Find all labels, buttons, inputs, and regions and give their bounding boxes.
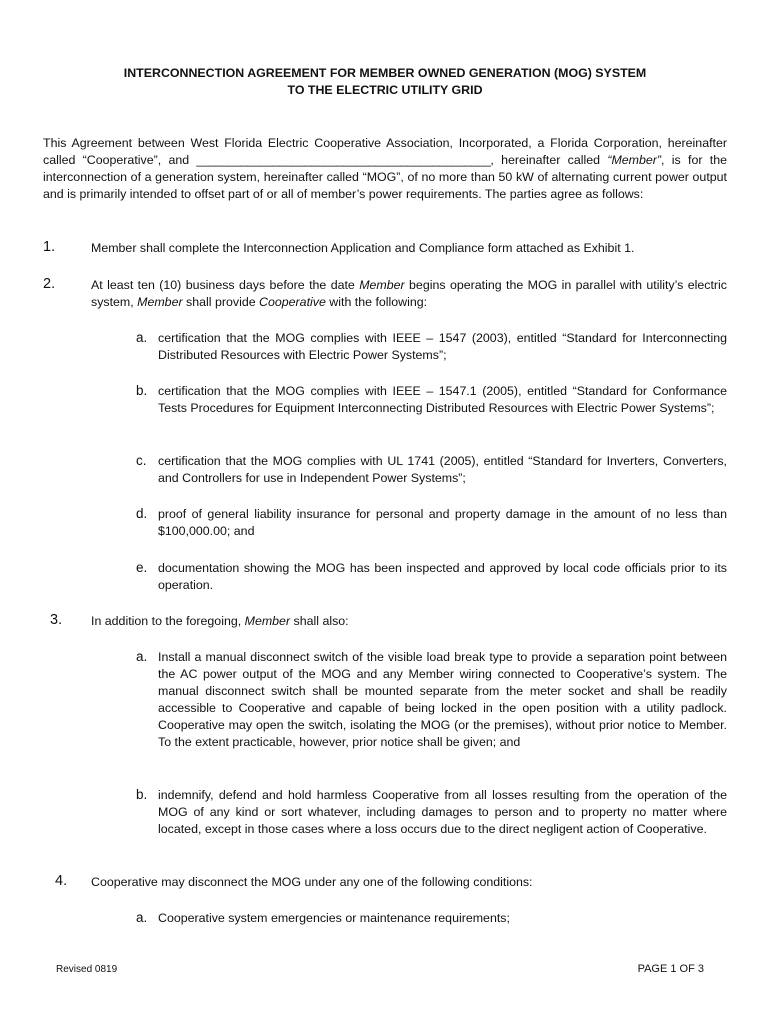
item-1-number: 1. [43,239,56,255]
item-2b-text: certification that the MOG complies with IEEE – 1547.1 (2005), entitled “Standard for Conformance Tests Procedures for Equipment Interconnecting Distributed Resources with Electric Power Systems”; [158,384,727,415]
intro-paragraph: This Agreement between West Florida Electric Cooperative Association, Incorporated, a Florida Corporation, hereinafter called “Cooperative”, and ______________________________________________, hereinafter called “Member”, is for the interconnection of a generation system, hereinafter called “MOG”, of no more than 50 kW of alternating current power output and is primarily intended to offset part of or all of member’s power requirements. The parties agree as follows: [43,136,727,202]
item-2e-text: documentation showing the MOG has been inspected and approved by local code officials prior to its operation. [158,561,727,592]
item-4-number: 4. [55,873,68,889]
item-2b-letter: b. [136,383,148,398]
item-1-text: Member shall complete the Interconnection Application and Compliance form attached as Exhibit 1. [91,241,635,255]
document-title [40,65,730,99]
item-3b-letter: b. [136,787,148,802]
title-line-2: TO THE ELECTRIC UTILITY GRID [287,83,483,97]
page-number: PAGE 1 OF 3 [637,963,704,975]
item-2a-text: certification that the MOG complies with IEEE – 1547 (2003), entitled “Standard for Interconnecting Distributed Resources with Electric Power Systems”; [158,331,727,362]
item-2c-letter: c. [136,453,147,468]
item-4a-text: Cooperative system emergencies or maintenance requirements; [158,911,510,925]
item-3b-text: indemnify, defend and hold harmless Cooperative from all losses resulting from the operation of the MOG of any kind or sort whatever, including damages to person and to property no matter where located, except in those cases where a loss occurs due to the direct negligent action of Cooperative. [158,788,727,836]
item-2e-letter: e. [136,560,148,575]
item-2c-text: certification that the MOG complies with UL 1741 (2005), entitled “Standard for Inverters, Converters, and Controllers for use in Independent Power Systems”; [158,454,727,485]
revision-label: Revised 0819 [56,964,118,975]
item-2d-text: proof of general liability insurance for personal and property damage in the amount of no less than $100,000.00; and [158,507,727,538]
item-3a-text: Install a manual disconnect switch of the visible load break type to provide a separation point between the AC power output of the MOG and any Member wiring connected to Cooperative’s system. The manual disconnect switch shall be mounted separate from the meter socket and shall be readily accessible to Cooperative and capable of being locked in the open position with a utility padlock. Cooperative may open the switch, isolating the MOG (or the premises), without prior notice to Member. To the extent practicable, however, prior notice shall be given; and [158,650,727,749]
item-3a-letter: a. [136,649,148,664]
item-2-text: At least ten (10) business days before the date Member begins operating the MOG in parallel with utility’s electric system, Member shall provide Cooperative with the following: [91,278,727,309]
item-2a-letter: a. [136,330,148,345]
item-4a-letter: a. [136,910,148,925]
item-3-number: 3. [50,612,63,628]
item-4-text: Cooperative may disconnect the MOG under any one of the following conditions: [91,875,533,889]
item-3-text: In addition to the foregoing, Member shall also: [91,614,349,628]
item-2-number: 2. [43,276,56,292]
member-name-blank: ______________________________________________ [196,153,491,168]
item-2d-letter: d. [136,506,148,521]
title-line-1: INTERCONNECTION AGREEMENT FOR MEMBER OWNED GENERATION (MOG) SYSTEM [123,66,647,80]
